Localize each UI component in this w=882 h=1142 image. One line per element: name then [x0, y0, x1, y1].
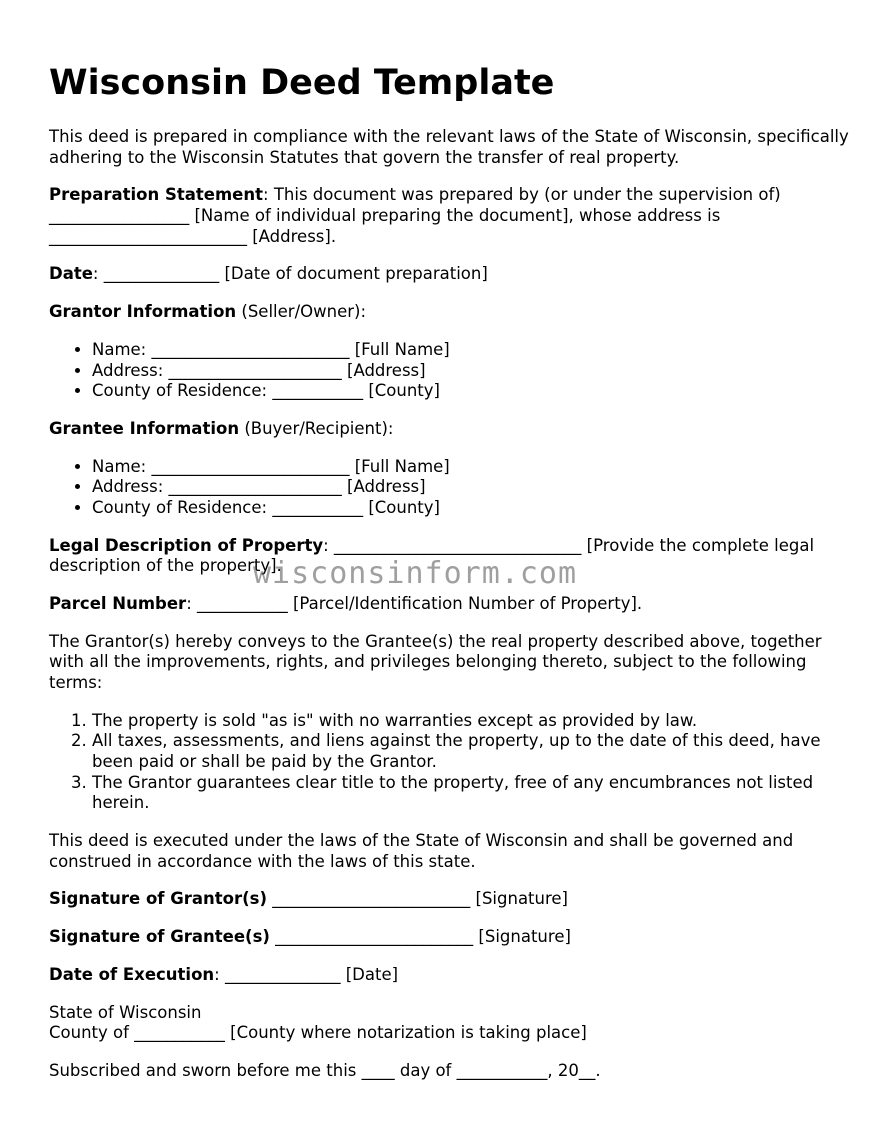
terms-list	[49, 711, 849, 814]
list-item: • Name: ________________________ [Full Name]	[92, 340, 849, 361]
notary-state: State of Wisconsin	[49, 1002, 202, 1022]
date-line	[49, 264, 849, 285]
preparation-text: : This document was prepared by (or under the supervision of) _________________ [Name of individual preparing the document], whose address is ________________________ [Address].	[49, 185, 781, 246]
page-title: Wisconsin Deed Template	[49, 63, 555, 103]
grantor-signature-text: ________________________ [Signature]	[267, 889, 568, 909]
grantor-label: Grantor Information	[49, 302, 237, 322]
preparation-label: Preparation Statement	[49, 185, 264, 205]
list-item: • County of Residence: ___________ [County]	[92, 498, 849, 519]
grantee-label: Grantee Information	[49, 418, 240, 438]
list-item: 2. All taxes, assessments, and liens against the property, up to the date of this deed, have been paid or shall be paid by the Grantor.	[92, 731, 849, 772]
grantor-suffix: (Seller/Owner):	[236, 302, 366, 322]
grantor-heading	[49, 302, 849, 323]
date-label: Date	[49, 264, 93, 284]
grantee-signature-label: Signature of Grantee(s)	[49, 927, 270, 947]
list-item: • Address: _____________________ [Address]	[92, 477, 849, 498]
intro-paragraph: This deed is prepared in compliance with the relevant laws of the State of Wisconsin, specifically adhering to the Wisconsin Statutes that govern the transfer of real property.	[49, 127, 849, 167]
preparation-statement	[49, 185, 849, 247]
watermark-text: wisconsinform.com	[253, 556, 578, 591]
sworn-statement: Subscribed and sworn before me this ____ day of ___________, 20__.	[49, 1061, 601, 1080]
list-item: 3. The Grantor guarantees clear title to the property, free of any encumbrances not listed herein.	[92, 773, 849, 814]
execution-date-line	[49, 965, 849, 986]
legal-description-label: Legal Description of Property	[49, 535, 324, 555]
date-text: : ______________ [Date of document preparation]	[92, 264, 488, 284]
parcel-label: Parcel Number	[49, 594, 187, 613]
list-item: • Address: _____________________ [Address]	[92, 361, 849, 382]
notary-block	[49, 1003, 849, 1044]
legal-description-text: : ______________________________ [Provide the complete legal description of the property].	[49, 535, 815, 576]
grantor-signature-label: Signature of Grantor(s)	[49, 889, 268, 909]
document-body	[49, 127, 849, 1099]
execution-date-label: Date of Execution	[49, 964, 215, 984]
grantee-signature-line	[49, 927, 849, 948]
parcel-text: : ___________ [Parcel/Identification Number of Property].	[186, 594, 643, 613]
list-item: • County of Residence: ___________ [County]	[92, 381, 849, 402]
execution-date-text: : ______________ [Date]	[214, 964, 399, 984]
grantee-signature-text: ________________________ [Signature]	[269, 927, 571, 947]
list-item: 1. The property is sold "as is" with no warranties except as provided by law.	[92, 711, 849, 732]
parcel-number	[49, 594, 849, 615]
notary-county: County of ___________ [County where notarization is taking place]	[49, 1023, 587, 1043]
grantor-signature-line	[49, 889, 849, 910]
grantee-list	[49, 457, 849, 519]
list-item: • Name: ________________________ [Full Name]	[92, 457, 849, 478]
grantee-suffix: (Buyer/Recipient):	[239, 418, 394, 438]
grantee-heading	[49, 419, 849, 440]
governing-law-paragraph: This deed is executed under the laws of the State of Wisconsin and shall be governed and construed in accordance with the laws of this state.	[49, 830, 794, 871]
conveyance-paragraph: The Grantor(s) hereby conveys to the Grantee(s) the real property described above, together with all the improvements, rights, and privileges belonging thereto, subject to the following terms:	[49, 631, 822, 692]
grantor-list	[49, 340, 849, 402]
